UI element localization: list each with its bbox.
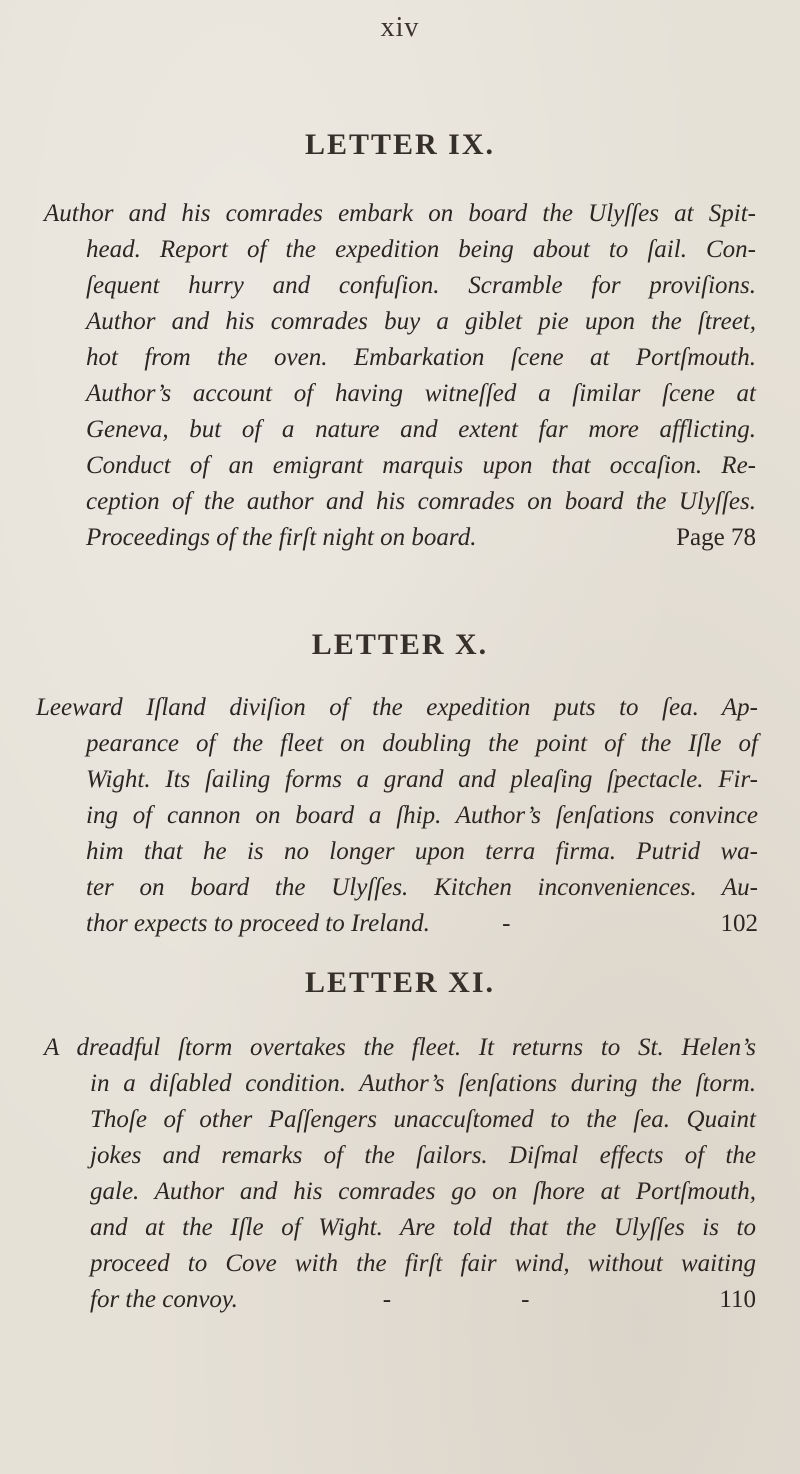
letter-x-summary <box>36 690 758 942</box>
summary-line: jokes and remarks of the ſailors. Diſmal effects of the <box>90 1142 756 1169</box>
letter-xi-section <box>0 966 800 1000</box>
summary-line: ception of the author and his comrades on board the Ulyſſes. <box>86 488 756 515</box>
summary-line: Proceedings of the firſt night on board. <box>86 524 477 551</box>
summary-line: Wight. Its ſailing forms a grand and pleaſing ſpectacle. Fir- <box>86 766 758 793</box>
letter-heading: LETTER IX. <box>304 128 496 161</box>
page-ref-group <box>293 1282 756 1318</box>
summary-line: thor expects to proceed to Ireland. <box>86 910 430 937</box>
summary-line: ing of cannon on board a ſhip. Author’s ſenſations convince <box>86 802 758 829</box>
page-ref-group <box>502 906 758 942</box>
summary-line: in a diſabled condition. Author’s ſenſations during the ſtorm. <box>90 1070 756 1097</box>
page-reference: Page 78 <box>676 524 756 551</box>
summary-line: gale. Author and his comrades go on ſhore at Portſmouth, <box>90 1178 756 1205</box>
summary-line: A dreadful ſtorm overtakes the fleet. It returns to St. Helen’s <box>44 1034 756 1061</box>
letter-heading: LETTER XI. <box>304 966 496 999</box>
summary-line: Author and his comrades buy a giblet pie upon the ſtreet, <box>86 308 756 335</box>
page-reference: 102 <box>720 910 758 937</box>
summary-line: head. Report of the expedition being about to ſail. Con- <box>86 236 756 263</box>
summary-line: Thoſe of other Paſſengers unaccuſtomed to the ſea. Quaint <box>90 1106 756 1133</box>
leader-dash: - <box>382 1286 392 1313</box>
summary-line: for the convoy. <box>90 1286 238 1313</box>
summary-line: ter on board the Ulyſſes. Kitchen inconveniences. Au- <box>86 874 758 901</box>
leader-dash: - <box>502 910 511 937</box>
summary-line: Geneva, but of a nature and extent far more afflicting. <box>86 416 756 443</box>
summary-last-line <box>44 1282 756 1318</box>
summary-line: pearance of the fleet on doubling the point of the Iſle of <box>86 730 758 757</box>
summary-line: Leeward Iſland diviſion of the expedition puts to ſea. Ap- <box>36 694 758 721</box>
summary-line: Conduct of an emigrant marquis upon that occaſion. Re- <box>86 452 756 479</box>
letter-xi-summary <box>44 1030 756 1318</box>
letter-x-section <box>0 628 800 662</box>
letter-ix-section <box>0 128 800 162</box>
leader-dash: - <box>521 1286 530 1313</box>
page-number: xiv <box>380 12 420 43</box>
summary-line: hot from the oven. Embarkation ſcene at Portſmouth. <box>86 344 756 371</box>
page-reference: 110 <box>719 1286 756 1313</box>
summary-line: Author and his comrades embark on board the Ulyſſes at Spit- <box>44 200 756 227</box>
summary-line: and at the Iſle of Wight. Are told that the Ulyſſes is to <box>90 1214 756 1241</box>
summary-last-line <box>44 520 756 556</box>
summary-last-line <box>36 906 758 942</box>
summary-line: proceed to Cove with the firſt fair wind, without waiting <box>90 1250 756 1277</box>
summary-line: ſequent hurry and confuſion. Scramble for proviſions. <box>86 272 756 299</box>
letter-ix-summary <box>44 196 756 556</box>
letter-heading: LETTER X. <box>311 628 489 661</box>
summary-line: him that he is no longer upon terra firma. Putrid wa- <box>86 838 758 865</box>
summary-line: Author’s account of having witneſſed a ſimilar ſcene at <box>86 380 756 407</box>
